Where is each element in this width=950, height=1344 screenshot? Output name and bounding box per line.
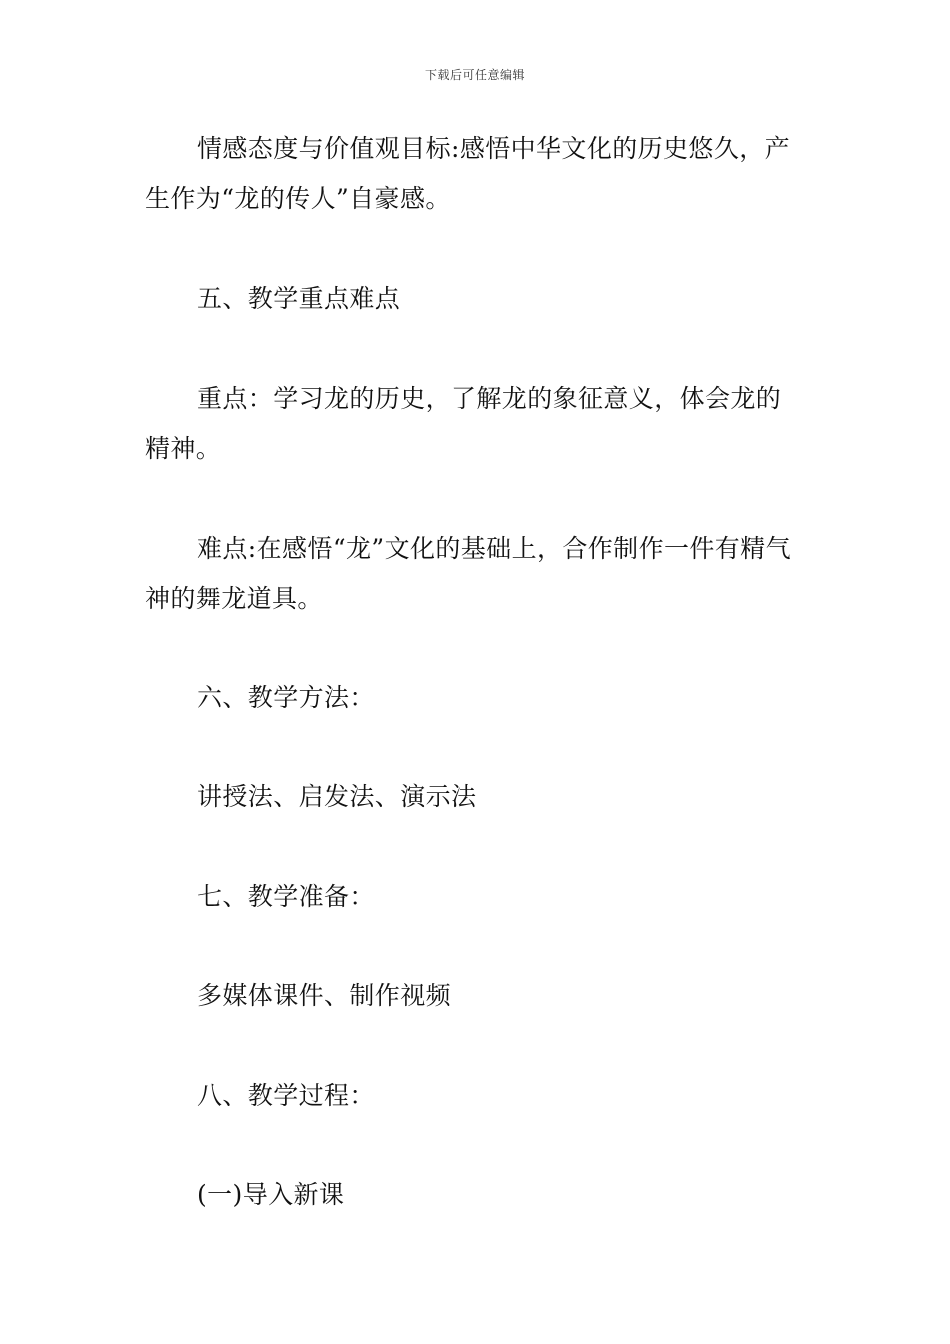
- page-header: 下载后可任意编辑: [424, 68, 525, 82]
- paragraph-teaching-methods: 讲授法、启发法、演示法: [197, 782, 477, 811]
- subheading-introduction: (一)导入新课: [197, 1180, 345, 1209]
- paragraph-difficulty: 难点:在感悟“龙”文化的基础上，合作制作一件有精气神的舞龙道具。: [145, 534, 791, 613]
- paragraph-key-point: 重点：学习龙的历史，了解龙的象征意义，体会龙的精神。: [145, 384, 782, 463]
- paragraph-emotional-goal: 情感态度与价值观目标:感悟中华文化的历史悠久，产生作为“龙的传人”自豪感。: [145, 134, 791, 213]
- paragraph-teaching-preparation: 多媒体课件、制作视频: [197, 981, 452, 1010]
- heading-teaching-process: 八、教学过程：: [197, 1081, 375, 1110]
- heading-teaching-preparation: 七、教学准备：: [197, 882, 375, 911]
- heading-teaching-methods: 六、教学方法：: [197, 683, 375, 712]
- heading-key-points: 五、教学重点难点: [197, 284, 401, 313]
